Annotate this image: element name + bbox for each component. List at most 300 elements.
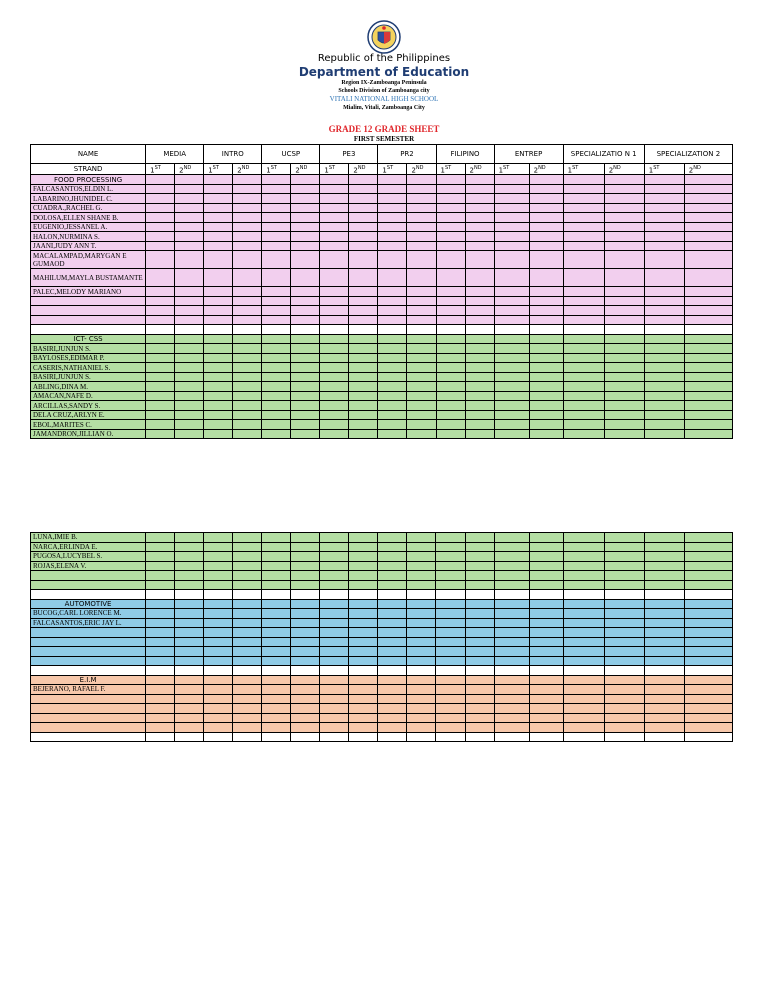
grade-cell[interactable] xyxy=(233,420,262,430)
grade-cell[interactable] xyxy=(494,203,529,213)
grade-cell[interactable] xyxy=(349,251,378,269)
grade-cell[interactable] xyxy=(604,184,644,194)
grade-cell[interactable] xyxy=(146,656,175,666)
grade-cell[interactable] xyxy=(233,269,262,287)
grade-cell[interactable] xyxy=(204,599,233,609)
grade-cell[interactable] xyxy=(494,306,529,316)
grade-cell[interactable] xyxy=(378,334,407,344)
grade-cell[interactable] xyxy=(604,533,644,543)
grade-cell[interactable] xyxy=(465,694,494,704)
grade-cell[interactable] xyxy=(378,542,407,552)
grade-cell[interactable] xyxy=(204,420,233,430)
grade-cell[interactable] xyxy=(233,429,262,439)
grade-cell[interactable] xyxy=(204,213,233,223)
grade-cell[interactable] xyxy=(175,590,204,600)
grade-cell[interactable] xyxy=(349,287,378,297)
grade-cell[interactable] xyxy=(146,666,175,676)
grade-cell[interactable] xyxy=(204,325,233,335)
grade-cell[interactable] xyxy=(204,194,233,204)
grade-cell[interactable] xyxy=(378,344,407,354)
grade-cell[interactable] xyxy=(644,315,684,325)
grade-cell[interactable] xyxy=(644,533,684,543)
grade-cell[interactable] xyxy=(146,732,175,742)
grade-cell[interactable] xyxy=(349,410,378,420)
grade-cell[interactable] xyxy=(407,363,436,373)
grade-cell[interactable] xyxy=(349,609,378,619)
grade-cell[interactable] xyxy=(320,353,349,363)
grade-cell[interactable] xyxy=(563,410,604,420)
grade-cell[interactable] xyxy=(529,618,563,628)
grade-cell[interactable] xyxy=(291,325,320,335)
grade-cell[interactable] xyxy=(146,382,175,392)
grade-cell[interactable] xyxy=(684,542,732,552)
grade-cell[interactable] xyxy=(529,175,563,185)
grade-cell[interactable] xyxy=(436,344,465,354)
grade-cell[interactable] xyxy=(563,184,604,194)
grade-cell[interactable] xyxy=(146,675,175,685)
grade-cell[interactable] xyxy=(204,666,233,676)
grade-cell[interactable] xyxy=(378,694,407,704)
grade-cell[interactable] xyxy=(494,251,529,269)
grade-cell[interactable] xyxy=(320,296,349,306)
grade-cell[interactable] xyxy=(465,647,494,657)
grade-cell[interactable] xyxy=(291,353,320,363)
grade-cell[interactable] xyxy=(262,382,291,392)
grade-cell[interactable] xyxy=(146,542,175,552)
grade-cell[interactable] xyxy=(465,420,494,430)
grade-cell[interactable] xyxy=(604,296,644,306)
grade-cell[interactable] xyxy=(494,194,529,204)
grade-cell[interactable] xyxy=(529,552,563,562)
grade-cell[interactable] xyxy=(233,222,262,232)
grade-cell[interactable] xyxy=(146,287,175,297)
grade-cell[interactable] xyxy=(204,694,233,704)
grade-cell[interactable] xyxy=(529,344,563,354)
grade-cell[interactable] xyxy=(378,628,407,638)
grade-cell[interactable] xyxy=(378,194,407,204)
grade-cell[interactable] xyxy=(644,420,684,430)
grade-cell[interactable] xyxy=(378,296,407,306)
grade-cell[interactable] xyxy=(175,213,204,223)
grade-cell[interactable] xyxy=(378,251,407,269)
grade-cell[interactable] xyxy=(563,599,604,609)
grade-cell[interactable] xyxy=(378,391,407,401)
grade-cell[interactable] xyxy=(407,685,436,695)
grade-cell[interactable] xyxy=(204,306,233,316)
grade-cell[interactable] xyxy=(378,590,407,600)
grade-cell[interactable] xyxy=(349,628,378,638)
grade-cell[interactable] xyxy=(436,637,465,647)
grade-cell[interactable] xyxy=(644,609,684,619)
grade-cell[interactable] xyxy=(644,194,684,204)
grade-cell[interactable] xyxy=(262,609,291,619)
grade-cell[interactable] xyxy=(233,241,262,251)
grade-cell[interactable] xyxy=(262,353,291,363)
grade-cell[interactable] xyxy=(204,222,233,232)
grade-cell[interactable] xyxy=(436,694,465,704)
grade-cell[interactable] xyxy=(604,401,644,411)
grade-cell[interactable] xyxy=(233,656,262,666)
grade-cell[interactable] xyxy=(378,656,407,666)
grade-cell[interactable] xyxy=(529,628,563,638)
grade-cell[interactable] xyxy=(563,334,604,344)
grade-cell[interactable] xyxy=(407,571,436,581)
grade-cell[interactable] xyxy=(204,344,233,354)
grade-cell[interactable] xyxy=(529,296,563,306)
grade-cell[interactable] xyxy=(684,637,732,647)
grade-cell[interactable] xyxy=(563,353,604,363)
grade-cell[interactable] xyxy=(204,571,233,581)
grade-cell[interactable] xyxy=(349,306,378,316)
grade-cell[interactable] xyxy=(465,184,494,194)
grade-cell[interactable] xyxy=(465,203,494,213)
grade-cell[interactable] xyxy=(291,694,320,704)
grade-cell[interactable] xyxy=(684,552,732,562)
grade-cell[interactable] xyxy=(684,241,732,251)
grade-cell[interactable] xyxy=(320,704,349,714)
grade-cell[interactable] xyxy=(378,325,407,335)
grade-cell[interactable] xyxy=(291,628,320,638)
grade-cell[interactable] xyxy=(407,542,436,552)
grade-cell[interactable] xyxy=(262,410,291,420)
grade-cell[interactable] xyxy=(604,704,644,714)
grade-cell[interactable] xyxy=(644,287,684,297)
grade-cell[interactable] xyxy=(407,391,436,401)
grade-cell[interactable] xyxy=(175,618,204,628)
grade-cell[interactable] xyxy=(684,194,732,204)
grade-cell[interactable] xyxy=(262,533,291,543)
grade-cell[interactable] xyxy=(465,533,494,543)
grade-cell[interactable] xyxy=(529,694,563,704)
grade-cell[interactable] xyxy=(684,694,732,704)
grade-cell[interactable] xyxy=(563,315,604,325)
grade-cell[interactable] xyxy=(378,175,407,185)
grade-cell[interactable] xyxy=(349,363,378,373)
grade-cell[interactable] xyxy=(529,353,563,363)
grade-cell[interactable] xyxy=(204,637,233,647)
grade-cell[interactable] xyxy=(563,542,604,552)
grade-cell[interactable] xyxy=(563,685,604,695)
grade-cell[interactable] xyxy=(436,306,465,316)
grade-cell[interactable] xyxy=(175,599,204,609)
grade-cell[interactable] xyxy=(436,704,465,714)
grade-cell[interactable] xyxy=(436,251,465,269)
grade-cell[interactable] xyxy=(378,184,407,194)
grade-cell[interactable] xyxy=(684,363,732,373)
grade-cell[interactable] xyxy=(204,175,233,185)
grade-cell[interactable] xyxy=(407,647,436,657)
grade-cell[interactable] xyxy=(320,420,349,430)
grade-cell[interactable] xyxy=(175,306,204,316)
grade-cell[interactable] xyxy=(563,552,604,562)
grade-cell[interactable] xyxy=(262,363,291,373)
grade-cell[interactable] xyxy=(604,552,644,562)
grade-cell[interactable] xyxy=(233,401,262,411)
grade-cell[interactable] xyxy=(684,372,732,382)
grade-cell[interactable] xyxy=(378,269,407,287)
grade-cell[interactable] xyxy=(378,382,407,392)
grade-cell[interactable] xyxy=(529,184,563,194)
grade-cell[interactable] xyxy=(320,315,349,325)
grade-cell[interactable] xyxy=(204,203,233,213)
grade-cell[interactable] xyxy=(436,232,465,242)
grade-cell[interactable] xyxy=(349,203,378,213)
grade-cell[interactable] xyxy=(233,713,262,723)
grade-cell[interactable] xyxy=(175,732,204,742)
grade-cell[interactable] xyxy=(604,372,644,382)
grade-cell[interactable] xyxy=(529,420,563,430)
grade-cell[interactable] xyxy=(378,363,407,373)
grade-cell[interactable] xyxy=(436,685,465,695)
grade-cell[interactable] xyxy=(320,401,349,411)
grade-cell[interactable] xyxy=(204,628,233,638)
grade-cell[interactable] xyxy=(175,580,204,590)
grade-cell[interactable] xyxy=(233,325,262,335)
grade-cell[interactable] xyxy=(604,306,644,316)
grade-cell[interactable] xyxy=(684,609,732,619)
grade-cell[interactable] xyxy=(291,571,320,581)
grade-cell[interactable] xyxy=(604,713,644,723)
grade-cell[interactable] xyxy=(644,203,684,213)
grade-cell[interactable] xyxy=(320,334,349,344)
grade-cell[interactable] xyxy=(465,732,494,742)
grade-cell[interactable] xyxy=(349,647,378,657)
grade-cell[interactable] xyxy=(407,723,436,733)
grade-cell[interactable] xyxy=(494,723,529,733)
grade-cell[interactable] xyxy=(291,241,320,251)
grade-cell[interactable] xyxy=(644,666,684,676)
grade-cell[interactable] xyxy=(233,666,262,676)
grade-cell[interactable] xyxy=(684,685,732,695)
grade-cell[interactable] xyxy=(175,656,204,666)
grade-cell[interactable] xyxy=(604,429,644,439)
grade-cell[interactable] xyxy=(529,213,563,223)
grade-cell[interactable] xyxy=(262,269,291,287)
grade-cell[interactable] xyxy=(262,637,291,647)
grade-cell[interactable] xyxy=(349,723,378,733)
grade-cell[interactable] xyxy=(175,571,204,581)
grade-cell[interactable] xyxy=(494,296,529,306)
grade-cell[interactable] xyxy=(349,590,378,600)
grade-cell[interactable] xyxy=(563,391,604,401)
grade-cell[interactable] xyxy=(563,647,604,657)
grade-cell[interactable] xyxy=(146,344,175,354)
grade-cell[interactable] xyxy=(233,353,262,363)
grade-cell[interactable] xyxy=(349,542,378,552)
grade-cell[interactable] xyxy=(233,203,262,213)
grade-cell[interactable] xyxy=(465,315,494,325)
grade-cell[interactable] xyxy=(320,571,349,581)
grade-cell[interactable] xyxy=(291,410,320,420)
grade-cell[interactable] xyxy=(204,251,233,269)
grade-cell[interactable] xyxy=(407,599,436,609)
grade-cell[interactable] xyxy=(146,306,175,316)
grade-cell[interactable] xyxy=(320,647,349,657)
grade-cell[interactable] xyxy=(320,694,349,704)
grade-cell[interactable] xyxy=(684,420,732,430)
grade-cell[interactable] xyxy=(563,694,604,704)
grade-cell[interactable] xyxy=(465,571,494,581)
grade-cell[interactable] xyxy=(644,590,684,600)
grade-cell[interactable] xyxy=(146,401,175,411)
grade-cell[interactable] xyxy=(407,382,436,392)
grade-cell[interactable] xyxy=(320,410,349,420)
grade-cell[interactable] xyxy=(146,334,175,344)
grade-cell[interactable] xyxy=(684,203,732,213)
grade-cell[interactable] xyxy=(407,372,436,382)
grade-cell[interactable] xyxy=(684,287,732,297)
grade-cell[interactable] xyxy=(529,334,563,344)
grade-cell[interactable] xyxy=(604,571,644,581)
grade-cell[interactable] xyxy=(563,251,604,269)
grade-cell[interactable] xyxy=(494,571,529,581)
grade-cell[interactable] xyxy=(529,533,563,543)
grade-cell[interactable] xyxy=(436,391,465,401)
grade-cell[interactable] xyxy=(175,637,204,647)
grade-cell[interactable] xyxy=(320,391,349,401)
grade-cell[interactable] xyxy=(529,580,563,590)
grade-cell[interactable] xyxy=(262,184,291,194)
grade-cell[interactable] xyxy=(146,618,175,628)
grade-cell[interactable] xyxy=(233,232,262,242)
grade-cell[interactable] xyxy=(320,222,349,232)
grade-cell[interactable] xyxy=(349,637,378,647)
grade-cell[interactable] xyxy=(529,269,563,287)
grade-cell[interactable] xyxy=(233,372,262,382)
grade-cell[interactable] xyxy=(644,723,684,733)
grade-cell[interactable] xyxy=(175,391,204,401)
grade-cell[interactable] xyxy=(146,353,175,363)
grade-cell[interactable] xyxy=(604,666,644,676)
grade-cell[interactable] xyxy=(262,213,291,223)
grade-cell[interactable] xyxy=(349,666,378,676)
grade-cell[interactable] xyxy=(175,666,204,676)
grade-cell[interactable] xyxy=(262,685,291,695)
grade-cell[interactable] xyxy=(604,315,644,325)
grade-cell[interactable] xyxy=(465,628,494,638)
grade-cell[interactable] xyxy=(644,251,684,269)
grade-cell[interactable] xyxy=(644,334,684,344)
grade-cell[interactable] xyxy=(465,410,494,420)
grade-cell[interactable] xyxy=(604,353,644,363)
grade-cell[interactable] xyxy=(644,713,684,723)
grade-cell[interactable] xyxy=(175,334,204,344)
grade-cell[interactable] xyxy=(494,647,529,657)
grade-cell[interactable] xyxy=(494,401,529,411)
grade-cell[interactable] xyxy=(291,552,320,562)
grade-cell[interactable] xyxy=(175,363,204,373)
grade-cell[interactable] xyxy=(529,429,563,439)
grade-cell[interactable] xyxy=(262,306,291,316)
grade-cell[interactable] xyxy=(529,656,563,666)
grade-cell[interactable] xyxy=(436,353,465,363)
grade-cell[interactable] xyxy=(233,637,262,647)
grade-cell[interactable] xyxy=(604,599,644,609)
grade-cell[interactable] xyxy=(204,618,233,628)
grade-cell[interactable] xyxy=(644,704,684,714)
grade-cell[interactable] xyxy=(233,296,262,306)
grade-cell[interactable] xyxy=(291,269,320,287)
grade-cell[interactable] xyxy=(684,353,732,363)
grade-cell[interactable] xyxy=(204,580,233,590)
grade-cell[interactable] xyxy=(349,241,378,251)
grade-cell[interactable] xyxy=(320,203,349,213)
grade-cell[interactable] xyxy=(494,704,529,714)
grade-cell[interactable] xyxy=(644,647,684,657)
grade-cell[interactable] xyxy=(529,391,563,401)
grade-cell[interactable] xyxy=(465,296,494,306)
grade-cell[interactable] xyxy=(349,571,378,581)
grade-cell[interactable] xyxy=(529,287,563,297)
grade-cell[interactable] xyxy=(204,542,233,552)
grade-cell[interactable] xyxy=(644,269,684,287)
grade-cell[interactable] xyxy=(146,704,175,714)
grade-cell[interactable] xyxy=(604,363,644,373)
grade-cell[interactable] xyxy=(146,694,175,704)
grade-cell[interactable] xyxy=(436,713,465,723)
grade-cell[interactable] xyxy=(604,344,644,354)
grade-cell[interactable] xyxy=(349,382,378,392)
grade-cell[interactable] xyxy=(494,353,529,363)
grade-cell[interactable] xyxy=(684,410,732,420)
grade-cell[interactable] xyxy=(563,222,604,232)
grade-cell[interactable] xyxy=(436,241,465,251)
grade-cell[interactable] xyxy=(644,353,684,363)
grade-cell[interactable] xyxy=(436,656,465,666)
grade-cell[interactable] xyxy=(378,287,407,297)
grade-cell[interactable] xyxy=(684,590,732,600)
grade-cell[interactable] xyxy=(146,315,175,325)
grade-cell[interactable] xyxy=(436,618,465,628)
grade-cell[interactable] xyxy=(320,325,349,335)
grade-cell[interactable] xyxy=(465,637,494,647)
grade-cell[interactable] xyxy=(204,429,233,439)
grade-cell[interactable] xyxy=(436,213,465,223)
grade-cell[interactable] xyxy=(291,222,320,232)
grade-cell[interactable] xyxy=(320,194,349,204)
grade-cell[interactable] xyxy=(291,723,320,733)
grade-cell[interactable] xyxy=(563,609,604,619)
grade-cell[interactable] xyxy=(529,306,563,316)
grade-cell[interactable] xyxy=(604,241,644,251)
grade-cell[interactable] xyxy=(291,420,320,430)
grade-cell[interactable] xyxy=(378,315,407,325)
grade-cell[interactable] xyxy=(204,269,233,287)
grade-cell[interactable] xyxy=(436,410,465,420)
grade-cell[interactable] xyxy=(146,232,175,242)
grade-cell[interactable] xyxy=(407,618,436,628)
grade-cell[interactable] xyxy=(146,628,175,638)
grade-cell[interactable] xyxy=(320,656,349,666)
grade-cell[interactable] xyxy=(349,599,378,609)
grade-cell[interactable] xyxy=(233,618,262,628)
grade-cell[interactable] xyxy=(320,429,349,439)
grade-cell[interactable] xyxy=(684,175,732,185)
grade-cell[interactable] xyxy=(644,732,684,742)
grade-cell[interactable] xyxy=(563,618,604,628)
grade-cell[interactable] xyxy=(644,694,684,704)
grade-cell[interactable] xyxy=(494,184,529,194)
grade-cell[interactable] xyxy=(146,241,175,251)
grade-cell[interactable] xyxy=(262,561,291,571)
grade-cell[interactable] xyxy=(175,287,204,297)
grade-cell[interactable] xyxy=(644,391,684,401)
grade-cell[interactable] xyxy=(644,552,684,562)
grade-cell[interactable] xyxy=(644,637,684,647)
grade-cell[interactable] xyxy=(465,353,494,363)
grade-cell[interactable] xyxy=(563,306,604,316)
grade-cell[interactable] xyxy=(378,637,407,647)
